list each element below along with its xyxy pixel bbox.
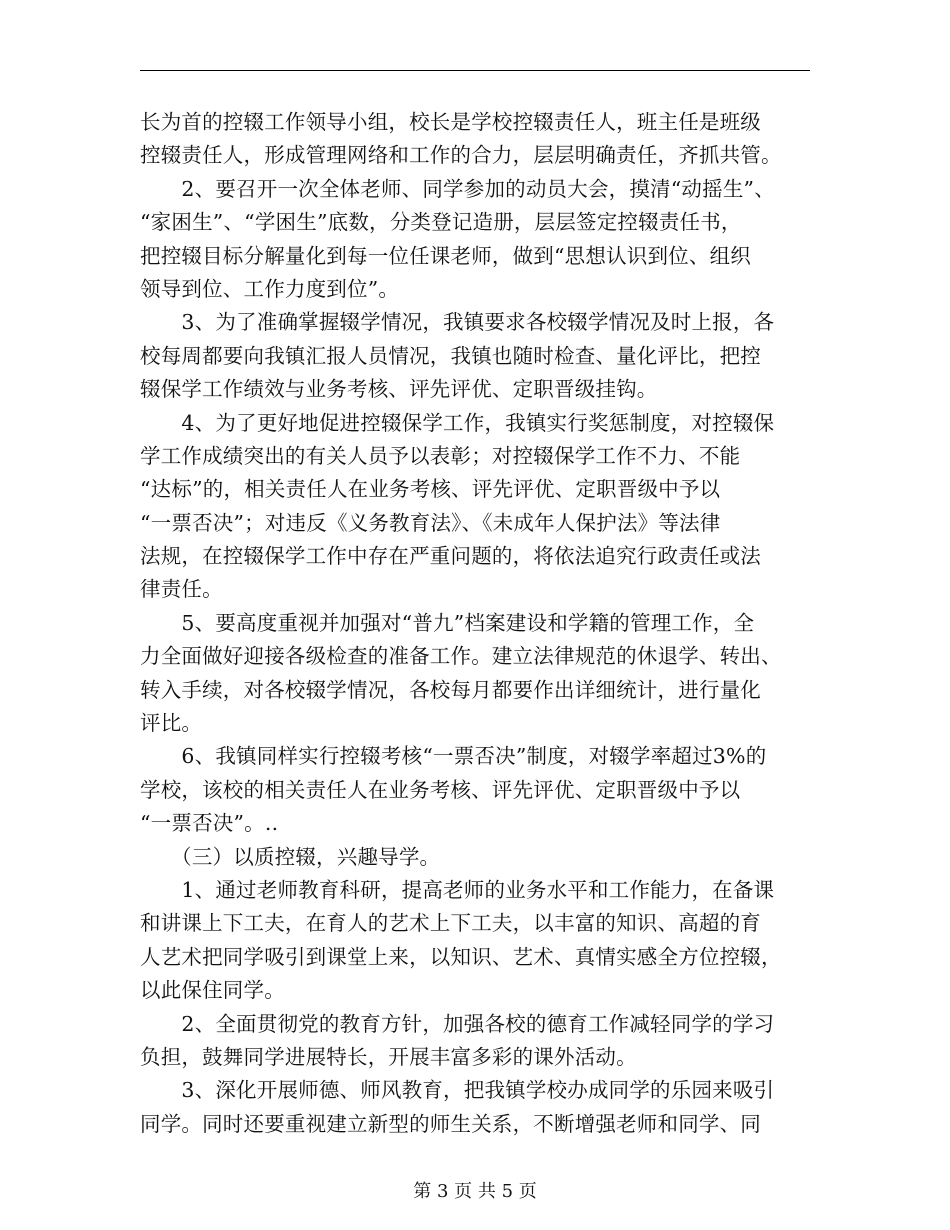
paragraph-line: 校每周都要向我镇汇报人员情况，我镇也随时检查、量化评比，把控: [140, 343, 761, 368]
paragraph-line: 律责任。: [140, 577, 223, 602]
paragraph-line: 辍保学工作绩效与业务考核、评先评优、定职晋级挂钩。: [140, 377, 658, 402]
paragraph-line: 3、深化开展师德、师风教育，把我镇学校办成同学的乐园来吸引: [140, 1078, 775, 1103]
paragraph-line: 6、我镇同样实行控辍考核“一票否决”制度，对辍学率超过3%的: [140, 744, 767, 769]
paragraph-line: 5、要高度重视并加强对“普九”档案建设和学籍的管理工作，全: [140, 610, 755, 635]
paragraph-line: 2、要召开一次全体老师、同学参加的动员大会，摸清“动摇生”、: [140, 176, 775, 201]
paragraph-line: “一票否决”。..: [140, 811, 279, 836]
paragraph-line: 法规，在控辍保学工作中存在严重问题的，将依法追究行政责任或法: [140, 544, 761, 569]
paragraph-line: 评比。: [140, 711, 203, 736]
paragraph-line: 3、为了准确掌握辍学情况，我镇要求各校辍学情况及时上报，各: [140, 310, 775, 335]
paragraph-line: 1、通过老师教育科研，提高老师的业务水平和工作能力，在备课: [140, 877, 775, 902]
paragraph-line: 长为首的控辍工作领导小组，校长是学校控辍责任人，班主任是班级: [140, 110, 761, 134]
paragraph-line: （三）以质控辍，兴趣导学。: [140, 844, 441, 869]
header-rule: [140, 70, 810, 71]
paragraph-line: 负担，鼓舞同学进展特长，开展丰富多彩的课外活动。: [140, 1044, 637, 1069]
page-number-footer: 第 3 页 共 5 页: [413, 1181, 537, 1202]
paragraph-line: 4、为了更好地促进控辍保学工作，我镇实行奖惩制度，对控辍保: [140, 410, 775, 435]
paragraph-line: 学校，该校的相关责任人在业务考核、评先评优、定职晋级中予以: [140, 777, 741, 802]
document-body: [140, 106, 810, 1141]
paragraph-line: 领导到位、工作力度到位”。: [140, 276, 400, 301]
paragraph-line: 力全面做好迎接各级检查的准备工作。建立法律规范的休退学、转出、: [140, 644, 782, 669]
paragraph-line: 控辍责任人，形成管理网络和工作的合力，层层明确责任，齐抓共管。: [140, 143, 782, 168]
paragraph-line: 把控辍目标分解量化到每一位任课老师，做到“思想认识到位、组织: [140, 243, 751, 268]
paragraph-line: 同学。同时还要重视建立新型的师生关系，不断增强老师和同学、同: [140, 1111, 761, 1136]
paragraph-line: 和讲课上下工夫，在育人的艺术上下工夫，以丰富的知识、高超的育: [140, 911, 761, 936]
paragraph-line: “家困生”、“学困生”底数，分类登记造册，层层签定控辍责任书，: [140, 210, 742, 235]
paragraph-line: 2、全面贯彻党的教育方针，加强各校的德育工作减轻同学的学习: [140, 1011, 775, 1036]
paragraph-line: “一票否决”；对违反《义务教育法》、《未成年人保护法》等法律: [140, 510, 721, 535]
paragraph-line: 学工作成绩突出的有关人员予以表彰；对控辍保学工作不力、不能: [140, 443, 741, 468]
paragraph-line: “达标”的，相关责任人在业务考核、评先评优、定职晋级中予以: [140, 477, 721, 502]
paragraph-line: 转入手续，对各校辍学情况，各校每月都要作出详细统计，进行量化: [140, 677, 761, 702]
paragraph-line: 以此保住同学。: [140, 978, 285, 1003]
paragraph-line: 人艺术把同学吸引到课堂上来，以知识、艺术、真情实感全方位控辍，: [140, 944, 782, 969]
